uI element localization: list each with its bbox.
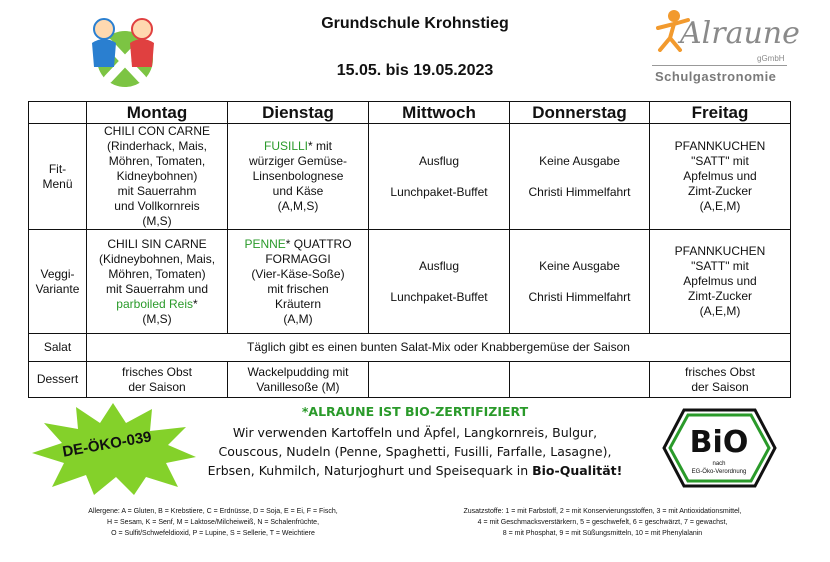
fit-friday: PFANNKUCHEN "SATT" mit Apfelmus und Zimt-Zucker (A,E,M) — [650, 124, 791, 230]
bio-text: Wir verwenden Kartoffeln und Äpfel, Langkornreis, Bulgur, Couscous, Nudeln (Penne, Spaghetti, Fusilli, Farfalle, Lasagne), Erbsen, Kuhmilch, Naturjoghurt und Speisequark in Bio-Qualität! — [207, 425, 623, 478]
brand-sub: gGmbH — [757, 54, 785, 63]
brand-dept: Schulgastronomie — [655, 69, 777, 84]
menu-table — [28, 101, 791, 398]
day-header: Mittwoch — [369, 102, 510, 124]
bio-seal-text: BiO — [689, 425, 749, 460]
dessert-tuesday: Wackelpudding mit Vanillesoße (M) — [228, 362, 369, 398]
fit-monday: CHILI CON CARNE (Rinderhack, Mais, Möhren, Tomaten, Kidneybohnen) mit Sauerrahm und Vollkornreis (M,S) — [87, 124, 228, 230]
header-row — [29, 102, 791, 124]
bio-seal-sub1: nach — [712, 461, 726, 467]
row-label-salat: Salat — [29, 334, 87, 362]
bio-seal-sub2: EG-Öko-Verordnung — [691, 469, 747, 475]
allergen-legend: Allergene: A = Gluten, B = Krebstiere, C = Erdnüsse, D = Soja, E = Ei, F = Fisch, H = Sesam, K = Senf, M = Laktose/Milcheiweiß, N = Schalenfrüchte, O = Sulfit/Schwefeldioxid, P = Lupine, S = Sellerie, T = Weichtiere — [88, 508, 338, 537]
row-label-fit: Fit- Menü — [29, 124, 87, 230]
veggi-thursday: Keine Ausgabe Christi Himmelfahrt — [510, 230, 650, 334]
fit-thursday: Keine Ausgabe Christi Himmelfahrt — [510, 124, 650, 230]
fit-menu-row — [29, 124, 791, 230]
day-header: Freitag — [650, 102, 791, 124]
dessert-row — [29, 362, 791, 398]
alraune-logo — [652, 8, 800, 88]
day-header: Montag — [87, 102, 228, 124]
veggi-monday: CHILI SIN CARNE (Kidneybohnen, Mais, Möhren, Tomaten) mit Sauerrahm und parboiled Reis* (M,S) — [87, 230, 228, 334]
date-range: 15.05. bis 19.05.2023 — [336, 62, 494, 79]
additive-legend: Zusatzstoffe: 1 = mit Farbstoff, 2 = mit Konservierungsstoffen, 3 = mit Antioxidationsmittel, 4 = mit Geschmacksverstärkern, 5 = geschwefelt, 6 = geschwärzt, 7 = gewachst, 8 = mit Phosphat, 9 = mit Süßungsmitteln, 10 = mit Phenylalanin — [463, 508, 742, 537]
corner-cell — [29, 102, 87, 124]
salat-row — [29, 334, 791, 362]
veggi-wednesday: Ausflug Lunchpaket-Buffet — [369, 230, 510, 334]
bio-headline: *ALRAUNE IST BIO-ZERTIFIZIERT — [301, 404, 529, 419]
row-label-dessert: Dessert — [29, 362, 87, 398]
day-header: Dienstag — [228, 102, 369, 124]
fit-tuesday: FUSILLI* mit würziger Gemüse- Linsenbolognese und Käse (A,M,S) — [228, 124, 369, 230]
eco-code: DE-ÖKO-039 — [61, 428, 153, 461]
row-label-veggi: Veggi- Variante — [29, 230, 87, 334]
dessert-thursday — [510, 362, 650, 398]
fit-wednesday: Ausflug Lunchpaket-Buffet — [369, 124, 510, 230]
bio-seal — [662, 408, 777, 488]
veggi-row — [29, 230, 791, 334]
day-header: Donnerstag — [510, 102, 650, 124]
veggi-friday: PFANNKUCHEN "SATT" mit Apfelmus und Zimt-Zucker (A,E,M) — [650, 230, 791, 334]
dessert-wednesday — [369, 362, 510, 398]
dessert-monday: frisches Obst der Saison — [87, 362, 228, 398]
brand-name: Alraune — [680, 16, 800, 51]
veggi-tuesday: PENNE* QUATTRO FORMAGGI (Vier-Käse-Soße) mit frischen Kräutern (A,M) — [228, 230, 369, 334]
salat-text: Täglich gibt es einen bunten Salat-Mix oder Knabbergemüse der Saison — [87, 334, 791, 362]
school-name: Grundschule Krohnstieg — [321, 15, 509, 32]
dessert-friday: frisches Obst der Saison — [650, 362, 791, 398]
